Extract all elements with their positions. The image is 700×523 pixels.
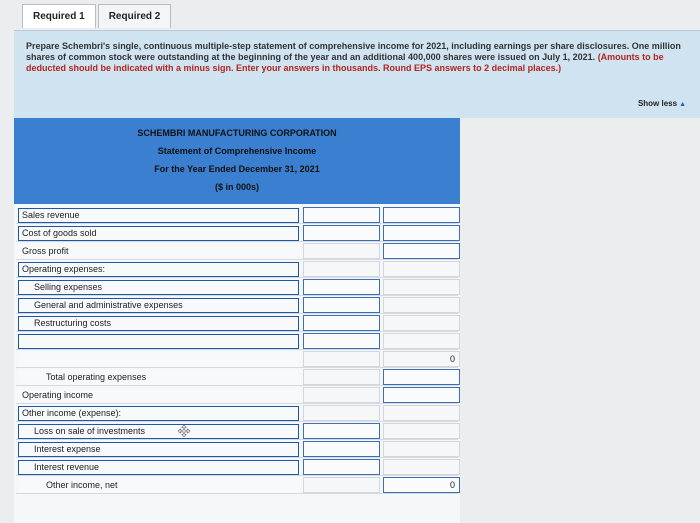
amount-input-col2[interactable]: 0 bbox=[383, 477, 460, 493]
amount-cell-col2 bbox=[383, 261, 460, 277]
amount-input-col1[interactable] bbox=[303, 459, 380, 475]
statement-header bbox=[14, 118, 460, 204]
table-row bbox=[16, 314, 458, 332]
table-row bbox=[16, 206, 458, 224]
table-row bbox=[16, 386, 458, 404]
statement-title: Statement of Comprehensive Income bbox=[157, 146, 317, 156]
show-less-label: Show less bbox=[637, 99, 678, 108]
table-row bbox=[16, 440, 458, 458]
table-row bbox=[16, 404, 458, 422]
amount-cell-col2 bbox=[383, 333, 460, 349]
amount-input-col1[interactable] bbox=[303, 279, 380, 295]
instructions-note: (Amounts to be deducted should be indicated with a minus sign. Enter your answers in thousands. Round EPS answers to 2 decimal places.) bbox=[26, 52, 664, 73]
instructions-body: Prepare Schembri's single, continuous multiple-step statement of comprehensive income for 2021, including earnings per share disclosures. One million shares of common stock were outstanding at the beginning of the year and an additional 400,000 shares were issued on July 1, 2021. bbox=[26, 41, 681, 62]
amount-cell-col2 bbox=[383, 279, 460, 295]
row-label-input[interactable]: Operating expenses: bbox=[18, 262, 299, 277]
amount-cell-col1 bbox=[303, 351, 380, 367]
amount-input-col1[interactable] bbox=[303, 297, 380, 313]
row-label: Total operating expenses bbox=[18, 370, 299, 385]
table-row bbox=[16, 296, 458, 314]
row-label-input[interactable]: General and administrative expenses bbox=[18, 298, 299, 313]
amount-cell-col1 bbox=[303, 405, 380, 421]
statement-units: ($ in 000s) bbox=[214, 182, 260, 192]
amount-cell-col1 bbox=[303, 243, 380, 259]
amount-input-col1[interactable] bbox=[303, 441, 380, 457]
amount-cell-col2 bbox=[383, 315, 460, 331]
amount-input-col2[interactable] bbox=[383, 243, 460, 259]
amount-cell-col2 bbox=[383, 405, 460, 421]
amount-cell-col2: 0 bbox=[383, 351, 460, 367]
tab-required-2[interactable]: Required 2 bbox=[98, 4, 172, 28]
amount-input-col1[interactable] bbox=[303, 315, 380, 331]
row-label: Other income, net bbox=[18, 478, 299, 493]
amount-input-col1[interactable] bbox=[303, 423, 380, 439]
instructions-text bbox=[26, 41, 696, 74]
amount-input-col1[interactable] bbox=[303, 225, 380, 241]
table-row bbox=[16, 278, 458, 296]
amount-cell-col1 bbox=[303, 369, 380, 385]
row-label: Gross profit bbox=[18, 244, 299, 259]
amount-input-col1[interactable] bbox=[303, 333, 380, 349]
table-row bbox=[16, 368, 458, 386]
amount-input-col2[interactable] bbox=[383, 207, 460, 223]
amount-cell-col2 bbox=[383, 441, 460, 457]
move-cursor-icon bbox=[178, 424, 190, 436]
instructions-panel bbox=[14, 30, 700, 118]
caret-up-icon: ▲ bbox=[679, 101, 686, 108]
table-row bbox=[16, 260, 458, 278]
table-row bbox=[16, 476, 458, 494]
row-label-input[interactable]: Sales revenue bbox=[18, 208, 299, 223]
tab-bar bbox=[22, 4, 173, 28]
amount-cell-col1 bbox=[303, 387, 380, 403]
amount-input-col2[interactable] bbox=[383, 369, 460, 385]
row-label bbox=[18, 352, 299, 367]
amount-cell-col2 bbox=[383, 297, 460, 313]
amount-cell-col2 bbox=[383, 423, 460, 439]
table-row bbox=[16, 458, 458, 476]
table-row bbox=[16, 224, 458, 242]
amount-input-col1[interactable] bbox=[303, 207, 380, 223]
row-label-input[interactable]: Loss on sale of investments bbox=[18, 424, 299, 439]
row-label-input[interactable]: Cost of goods sold bbox=[18, 226, 299, 241]
company-name: SCHEMBRI MANUFACTURING CORPORATION bbox=[137, 128, 337, 138]
table-row bbox=[16, 242, 458, 260]
row-label-input[interactable]: Other income (expense): bbox=[18, 406, 299, 421]
income-statement-worksheet bbox=[14, 118, 460, 523]
table-row bbox=[16, 422, 458, 440]
show-less-link[interactable] bbox=[638, 99, 686, 108]
row-label-input[interactable]: Interest revenue bbox=[18, 460, 299, 475]
tab-required-1[interactable]: Required 1 bbox=[22, 4, 96, 28]
amount-cell-col1 bbox=[303, 261, 380, 277]
row-label: Operating income bbox=[18, 388, 299, 403]
amount-cell-col2 bbox=[383, 459, 460, 475]
table-row bbox=[16, 350, 458, 368]
amount-cell-col1 bbox=[303, 477, 380, 493]
amount-input-col2[interactable] bbox=[383, 225, 460, 241]
statement-period: For the Year Ended December 31, 2021 bbox=[154, 164, 320, 174]
row-label-input[interactable] bbox=[18, 334, 299, 349]
row-label-input[interactable]: Interest expense bbox=[18, 442, 299, 457]
row-label-input[interactable]: Selling expenses bbox=[18, 280, 299, 295]
table-row bbox=[16, 332, 458, 350]
row-label-input[interactable]: Restructuring costs bbox=[18, 316, 299, 331]
amount-input-col2[interactable] bbox=[383, 387, 460, 403]
